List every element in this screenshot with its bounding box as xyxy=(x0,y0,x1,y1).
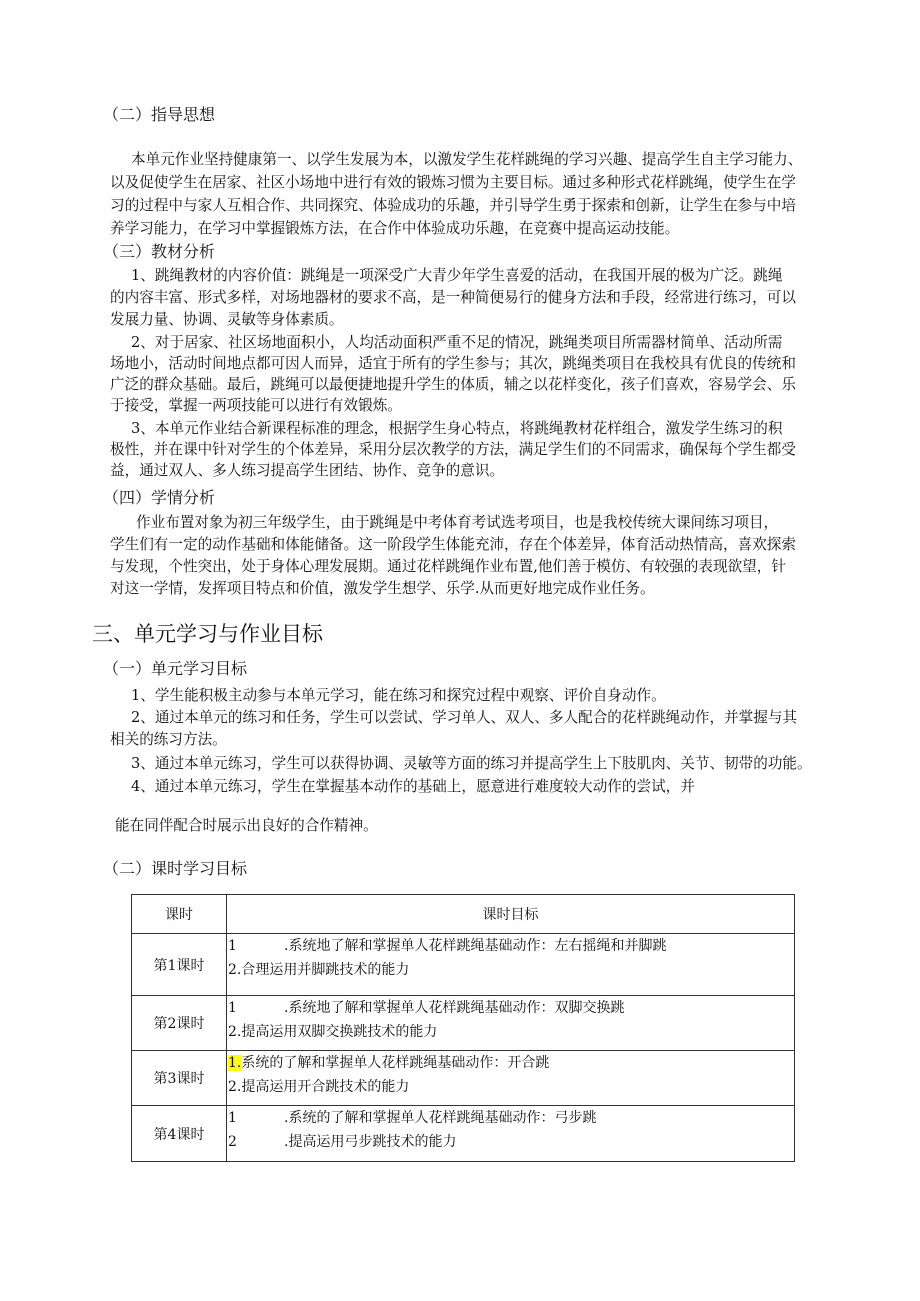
goal-number: 2. xyxy=(228,962,242,978)
goal-number-highlighted: 1. xyxy=(228,1055,242,1071)
text-line: 发展力量、协调、灵敏等身体素质。 xyxy=(110,311,344,328)
text-line: 4、通过本单元练习，学生在掌握基本动作的基础上，愿意进行难度较大动作的尝试，并 xyxy=(131,778,695,795)
goal-text: 系统的了解和掌握单人花样跳绳基础动作：开合跳 xyxy=(241,1055,550,1071)
section-heading-material-analysis: （三）教材分析 xyxy=(103,242,216,261)
goal-text: .提高运用弓步跳技术的能力 xyxy=(284,1134,457,1150)
goal-number: 2 xyxy=(228,1134,237,1150)
section-heading-unit-goals: （一）单元学习目标 xyxy=(103,659,248,678)
goal-number: 1 xyxy=(228,1000,237,1016)
goals-cell xyxy=(227,1106,795,1162)
lesson-cell: 第3课时 xyxy=(132,1051,227,1106)
section-heading-student-analysis: （四）学情分析 xyxy=(103,488,216,507)
lesson-goals-table xyxy=(131,894,795,1162)
text-line: 养学习能力，在学习中掌握锻炼方法，在合作中体验成功乐趣，在竞赛中提高运动技能。 xyxy=(110,220,680,237)
goal-text: .系统地了解和掌握单人花样跳绳基础动作：左右摇绳和并脚跳 xyxy=(284,938,667,954)
goals-cell xyxy=(227,934,795,996)
lesson-cell: 第4课时 xyxy=(132,1106,227,1162)
text-line: 本单元作业坚持健康第一、以学生发展为本，以激发学生花样跳绳的学习兴趣、提高学生自主学习能力、 xyxy=(131,151,803,168)
table-row xyxy=(132,934,795,996)
text-line: 作业布置对象为初三年级学生，由于跳绳是中考体育考试选考项目，也是我校传统大课间练习项目， xyxy=(136,514,779,531)
text-line: 与发现，个性突出，处于身体心理发展期。通过花样跳绳作业布置,他们善于模仿、有较强的表现欲望，针 xyxy=(110,558,786,575)
table-row xyxy=(132,1106,795,1162)
text-line: 3、本单元作业结合新课程标准的理念，根据学生身心特点，将跳绳教材花样组合，激发学生练习的积 xyxy=(131,420,783,437)
chapter-heading: 三、单元学习与作业目标 xyxy=(92,622,323,646)
text-line: 于接受，掌握一两项技能可以进行有效锻炼。 xyxy=(110,397,402,414)
goals-cell xyxy=(227,996,795,1051)
table-header-row xyxy=(132,895,795,934)
goal-text: 提高运用双脚交换跳技术的能力 xyxy=(241,1024,438,1040)
text-line: 相关的练习方法。 xyxy=(110,731,227,748)
table-row xyxy=(132,996,795,1051)
goal-number: 2. xyxy=(228,1079,242,1095)
text-line: 以及促使学生在居家、社区小场地中进行有效的锻炼习惯为主要目标。通过多种形式花样跳绳，使学生在学 xyxy=(110,174,796,191)
text-line: 学生们有一定的动作基础和体能储备。这一阶段学生体能充沛，存在个体差异，体育活动热情高，喜欢探索 xyxy=(110,536,796,553)
text-line: 能在同伴配合时展示出良好的合作精神。 xyxy=(115,817,378,834)
header-lesson: 课时 xyxy=(132,895,227,934)
goal-text: .系统的了解和掌握单人花样跳绳基础动作：弓步跳 xyxy=(284,1110,597,1126)
text-line: 2、通过本单元的练习和任务，学生可以尝试、学习单人、双人、多人配合的花样跳绳动作，并掌握与其 xyxy=(131,709,798,726)
text-line: 对这一学情，发挥项目特点和价值，激发学生想学、乐学.从而更好地完成作业任务。 xyxy=(110,580,655,597)
text-line: 广泛的群众基础。最后，跳绳可以最便捷地提升学生的体质，辅之以花样变化，孩子们喜欢，容易学会、乐 xyxy=(110,376,796,393)
text-line: 极性，并在课中针对学生的个体差异，采用分层次教学的方法，满足学生们的不同需求，确保每个学生都受 xyxy=(110,441,796,458)
header-goals: 课时目标 xyxy=(227,895,795,934)
goal-number: 1 xyxy=(228,1110,237,1126)
text-line: 1、跳绳教材的内容价值：跳绳是一项深受广大青少年学生喜爱的活动，在我国开展的极为广泛。跳绳 xyxy=(131,267,783,284)
goal-text: .系统地了解和掌握单人花样跳绳基础动作：双脚交换跳 xyxy=(284,1000,625,1016)
table-row xyxy=(132,1051,795,1106)
text-line: 场地小，活动时间地点都可因人而异，适宜于所有的学生参与；其次，跳绳类项目在我校具有优良的传统和 xyxy=(110,355,796,372)
section-heading-guiding-ideas: （二）指导思想 xyxy=(103,105,216,124)
goal-number: 2. xyxy=(228,1024,242,1040)
lesson-cell: 第2课时 xyxy=(132,996,227,1051)
goals-cell xyxy=(227,1051,795,1106)
text-line: 习的过程中与家人互相合作、共同探究、体验成功的乐趣，并引导学生勇于探索和创新，让学生在参与中培 xyxy=(110,197,796,214)
goal-text: 提高运用开合跳技术的能力 xyxy=(241,1079,410,1095)
lesson-cell: 第1课时 xyxy=(132,934,227,996)
section-heading-lesson-goals: （二）课时学习目标 xyxy=(103,859,248,878)
text-line: 2、对于居家、社区场地面积小，人均活动面积严重不足的情况，跳绳类项目所需器材简单、活动所需 xyxy=(131,334,783,351)
text-line: 的内容丰富、形式多样，对场地器材的要求不高，是一种简便易行的健身方法和手段，经常进行练习，可以 xyxy=(110,289,796,306)
text-line: 1、学生能积极主动参与本单元学习，能在练习和探究过程中观察、评价自身动作。 xyxy=(131,687,666,704)
text-line: 益，通过双人、多人练习提高学生团结、协作、竞争的意识。 xyxy=(110,462,505,479)
text-line: 3、通过本单元练习，学生可以获得协调、灵敏等方面的练习并提高学生上下肢肌肉、关节、韧带的功能。 xyxy=(131,755,812,772)
goal-text: 合理运用并脚跳技术的能力 xyxy=(241,962,410,978)
goal-number: 1 xyxy=(228,938,237,954)
